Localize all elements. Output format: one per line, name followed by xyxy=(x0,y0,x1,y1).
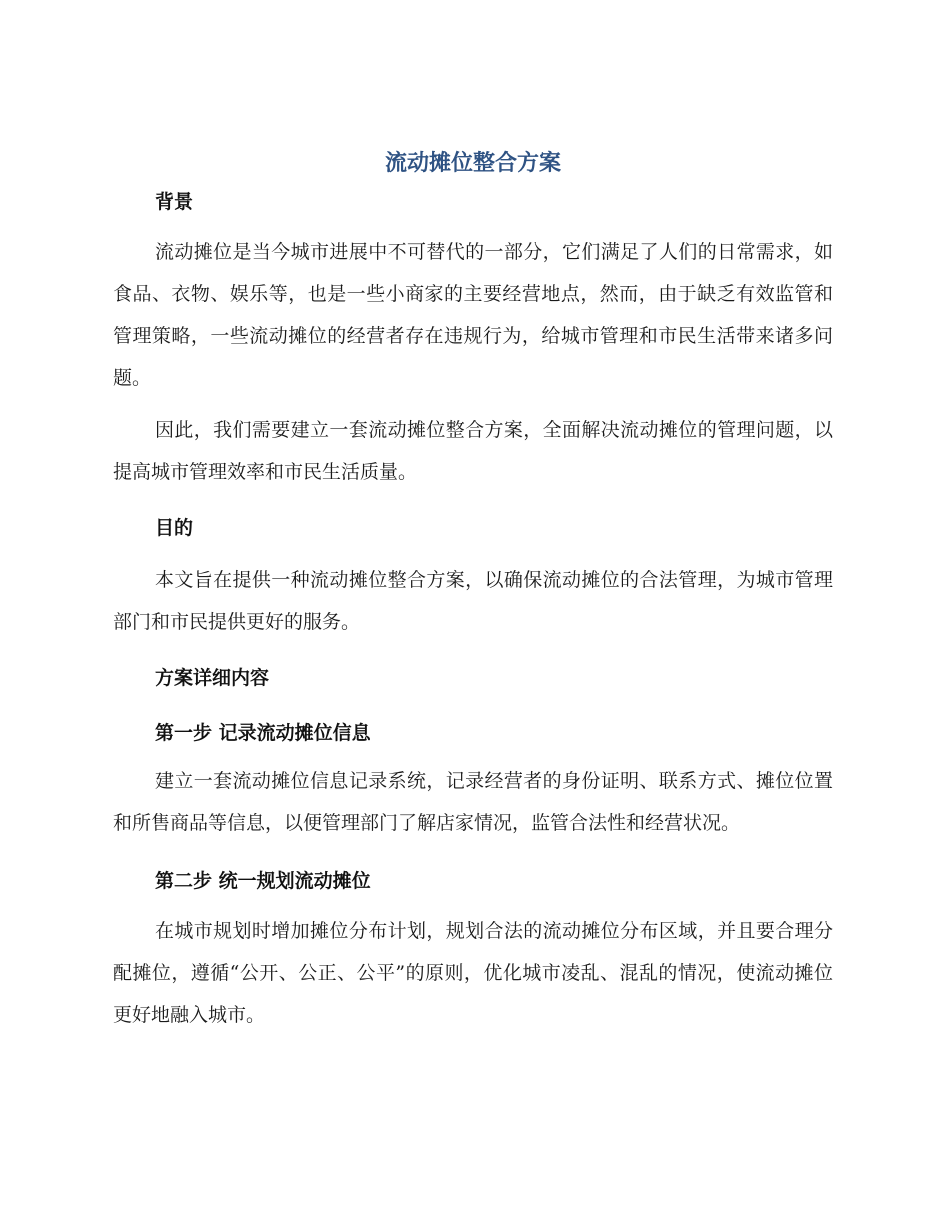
section-heading-step2: 第二步 统一规划流动摊位 xyxy=(155,870,371,892)
document-body xyxy=(113,145,833,1036)
document-title: 流动摊位整合方案 xyxy=(384,151,561,176)
paragraph-purpose-1: 本文旨在提供一种流动摊位整合方案，以确保流动摊位的合法管理，为城市管理部门和市民提供更好的服务。 xyxy=(113,569,833,633)
paragraph-step1-1: 建立一套流动摊位信息记录系统，记录经营者的身份证明、联系方式、摊位位置和所售商品等信息，以便管理部门了解店家情况，监管合法性和经营状况。 xyxy=(113,770,833,834)
paragraph-step2-1: 在城市规划时增加摊位分布计划，规划合法的流动摊位分布区域，并且要合理分配摊位，遵循“公开、公正、公平”的原则，优化城市凌乱、混乱的情况，使流动摊位更好地融入城市。 xyxy=(113,920,833,1026)
paragraph-background-1: 流动摊位是当今城市进展中不可替代的一部分，它们满足了人们的日常需求，如食品、衣物、娱乐等，也是一些小商家的主要经营地点，然而，由于缺乏有效监管和管理策略，一些流动摊位的经营者存在违规行为，给城市管理和市民生活带来诸多问题。 xyxy=(113,241,833,389)
section-heading-background: 背景 xyxy=(155,191,194,213)
section-heading-purpose: 目的 xyxy=(155,517,194,539)
paragraph-background-2: 因此，我们需要建立一套流动摊位整合方案，全面解决流动摊位的管理问题，以提高城市管理效率和市民生活质量。 xyxy=(113,419,833,483)
section-heading-details: 方案详细内容 xyxy=(155,667,270,689)
section-heading-step1: 第一步 记录流动摊位信息 xyxy=(155,722,371,744)
